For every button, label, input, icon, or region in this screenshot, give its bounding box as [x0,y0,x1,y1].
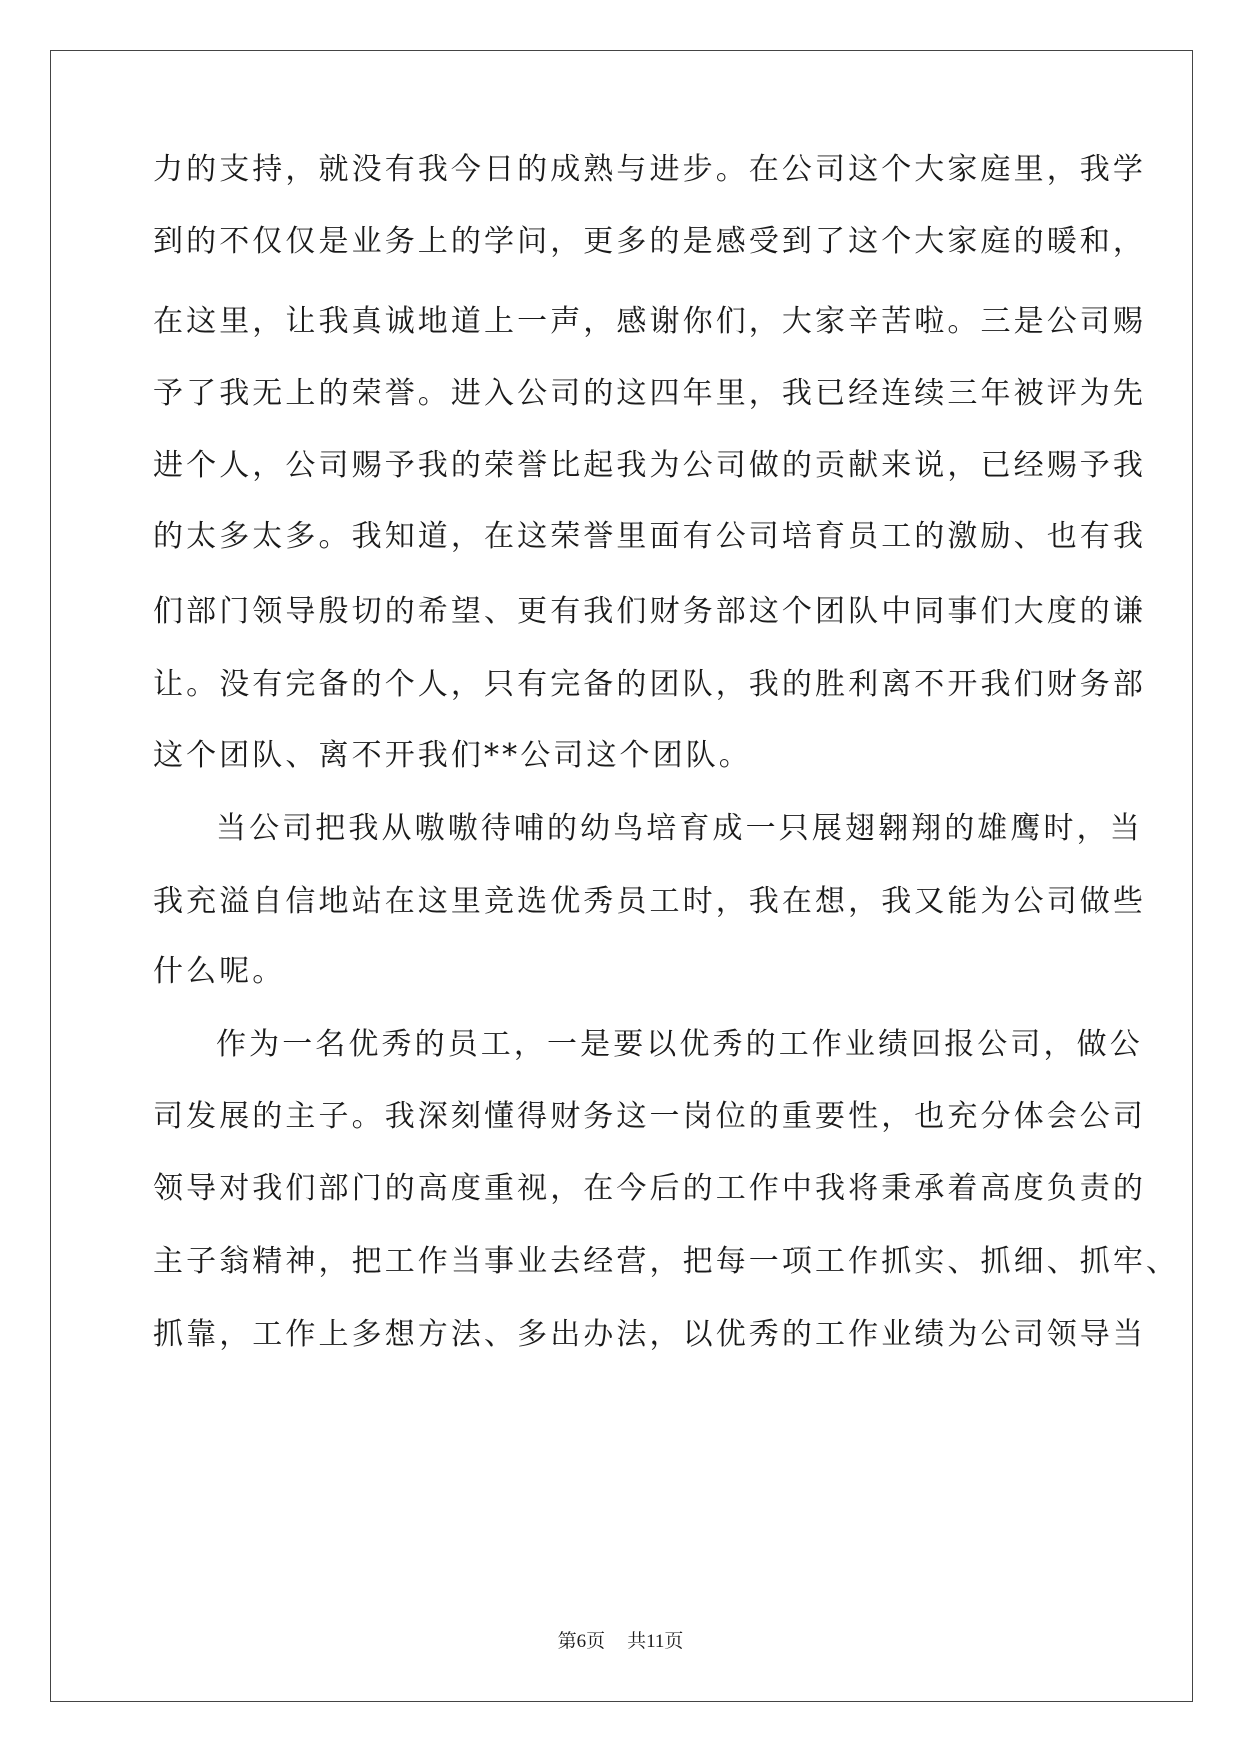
page-footer [0,1630,1241,1654]
text-line: 我充溢自信地站在这里竞选优秀员工时，我在想，我又能为公司做些 [153,884,1146,919]
text-line: 力的支持，就没有我今日的成熟与进步。在公司这个大家庭里，我学 [153,152,1146,187]
text-line: 们部门领导殷切的希望、更有我们财务部这个团队中同事们大度的谦 [153,594,1146,629]
text-line: 进个人，公司赐予我的荣誉比起我为公司做的贡献来说，已经赐予我 [153,448,1146,483]
text-line: 予了我无上的荣誉。进入公司的这四年里，我已经连续三年被评为先 [153,376,1146,411]
paragraph-start-line: 作为一名优秀的员工，一是要以优秀的工作业绩回报公司，做公 [216,1027,1143,1062]
page-border [50,50,1193,1702]
page-number: 第6页 [557,1631,606,1652]
paragraph-start-line: 当公司把我从嗷嗷待哺的幼鸟培育成一只展翅翱翔的雄鹰时，当 [216,811,1143,846]
page-total: 共11页 [627,1631,684,1652]
text-line: 这个团队、离不开我们**公司这个团队。 [153,738,752,773]
text-line: 在这里，让我真诚地道上一声，感谢你们，大家辛苦啦。三是公司赐 [153,304,1146,339]
text-line: 司发展的主子。我深刻懂得财务这一岗位的重要性，也充分体会公司 [153,1099,1146,1134]
text-line: 领导对我们部门的高度重视，在今后的工作中我将秉承着高度负责的 [153,1171,1146,1206]
text-line: 让。没有完备的个人，只有完备的团队，我的胜利离不开我们财务部 [153,667,1146,702]
text-line: 到的不仅仅是业务上的学问，更多的是感受到了这个大家庭的暖和， [153,224,1146,259]
text-line: 的太多太多。我知道，在这荣誉里面有公司培育员工的激励、也有我 [153,519,1146,554]
text-line: 主子翁精神，把工作当事业去经营，把每一项工作抓实、抓细、抓牢、 [153,1244,1180,1279]
text-line: 什么呢。 [153,954,286,989]
text-line: 抓靠，工作上多想方法、多出办法，以优秀的工作业绩为公司领导当 [153,1317,1146,1352]
